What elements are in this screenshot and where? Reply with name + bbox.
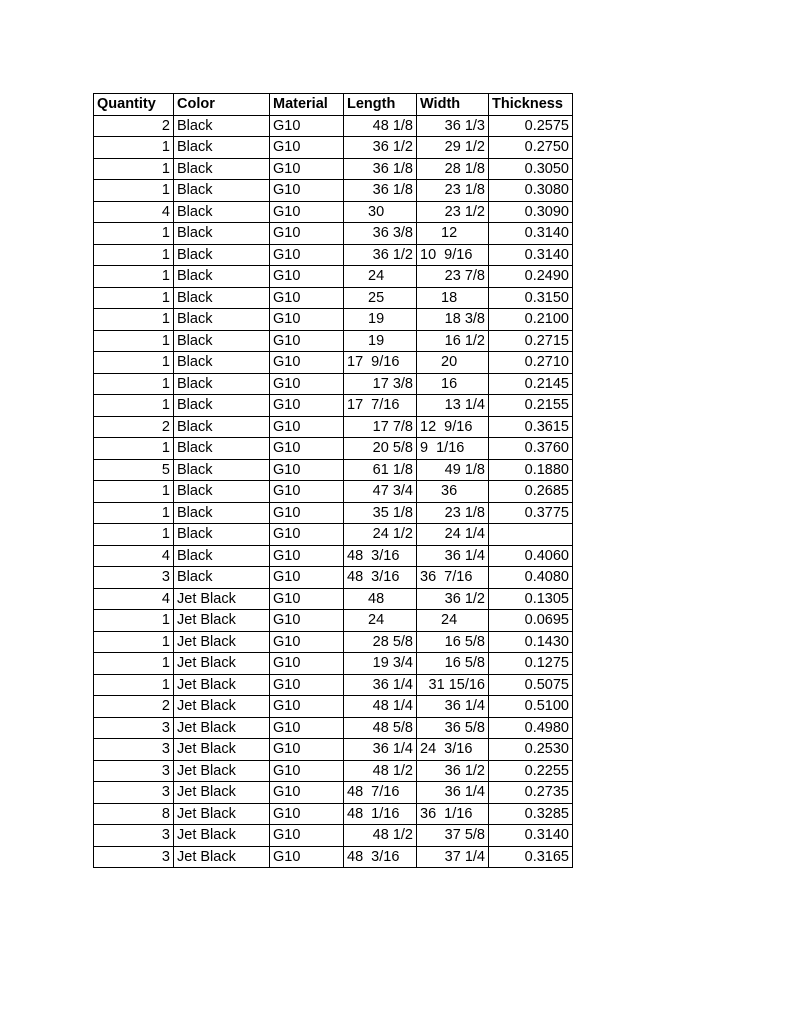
cell-material[interactable]: G10 — [270, 223, 344, 245]
cell-length[interactable]: 35 1/8 — [344, 502, 417, 524]
cell-quantity[interactable]: 1 — [94, 481, 174, 503]
cell-length[interactable]: 48 1/8 — [344, 115, 417, 137]
cell-quantity[interactable]: 1 — [94, 352, 174, 374]
cell-length[interactable]: 48 1/4 — [344, 696, 417, 718]
cell-quantity[interactable]: 1 — [94, 438, 174, 460]
cell-quantity[interactable]: 1 — [94, 502, 174, 524]
table-row — [94, 760, 573, 782]
cell-width[interactable]: 36 — [417, 481, 489, 503]
cell-color[interactable]: Black — [174, 158, 270, 180]
cell-width[interactable]: 24 3/16 — [417, 739, 489, 761]
cell-width[interactable]: 31 15/16 — [417, 674, 489, 696]
table-row — [94, 115, 573, 137]
cell-length[interactable]: 48 1/16 — [344, 803, 417, 825]
cell-width[interactable]: 36 1/4 — [417, 782, 489, 804]
cell-length[interactable]: 28 5/8 — [344, 631, 417, 653]
table-body — [94, 115, 573, 868]
cell-thickness[interactable]: 0.2710 — [489, 352, 573, 374]
cell-color[interactable]: Black — [174, 223, 270, 245]
cell-quantity[interactable]: 3 — [94, 760, 174, 782]
cell-material[interactable]: G10 — [270, 502, 344, 524]
cell-width[interactable]: 16 — [417, 373, 489, 395]
cell-thickness[interactable]: 0.3090 — [489, 201, 573, 223]
cell-material[interactable]: G10 — [270, 610, 344, 632]
cell-color[interactable]: Jet Black — [174, 782, 270, 804]
cell-width[interactable]: 20 — [417, 352, 489, 374]
cell-length[interactable]: 24 — [344, 266, 417, 288]
cell-width[interactable]: 13 1/4 — [417, 395, 489, 417]
cell-thickness[interactable]: 0.1430 — [489, 631, 573, 653]
cell-quantity[interactable]: 1 — [94, 524, 174, 546]
cell-thickness[interactable]: 0.3140 — [489, 825, 573, 847]
cell-length[interactable]: 36 1/2 — [344, 137, 417, 159]
cell-length[interactable]: 17 3/8 — [344, 373, 417, 395]
cell-width[interactable]: 36 1/2 — [417, 588, 489, 610]
cell-quantity[interactable]: 1 — [94, 395, 174, 417]
cell-material[interactable]: G10 — [270, 438, 344, 460]
cell-color[interactable]: Black — [174, 481, 270, 503]
cell-thickness[interactable]: 0.2685 — [489, 481, 573, 503]
table-row — [94, 459, 573, 481]
cell-material[interactable]: G10 — [270, 481, 344, 503]
cell-material[interactable]: G10 — [270, 416, 344, 438]
table-row — [94, 545, 573, 567]
cell-thickness[interactable]: 0.4060 — [489, 545, 573, 567]
cell-color[interactable]: Black — [174, 524, 270, 546]
cell-width[interactable]: 29 1/2 — [417, 137, 489, 159]
cell-color[interactable]: Jet Black — [174, 846, 270, 868]
cell-thickness[interactable]: 0.3140 — [489, 244, 573, 266]
cell-color[interactable]: Black — [174, 416, 270, 438]
cell-color[interactable]: Black — [174, 352, 270, 374]
table-row — [94, 481, 573, 503]
table-row — [94, 416, 573, 438]
cell-thickness[interactable]: 0.3165 — [489, 846, 573, 868]
header-row — [94, 94, 573, 116]
cell-width[interactable]: 36 1/2 — [417, 760, 489, 782]
cell-quantity[interactable]: 1 — [94, 244, 174, 266]
cell-length[interactable]: 48 3/16 — [344, 545, 417, 567]
cell-thickness[interactable]: 0.4980 — [489, 717, 573, 739]
cell-material[interactable]: G10 — [270, 545, 344, 567]
cell-material[interactable]: G10 — [270, 158, 344, 180]
cell-material[interactable]: G10 — [270, 201, 344, 223]
cell-width[interactable]: 37 1/4 — [417, 846, 489, 868]
cell-length[interactable]: 17 7/16 — [344, 395, 417, 417]
cell-length[interactable]: 47 3/4 — [344, 481, 417, 503]
cell-color[interactable]: Jet Black — [174, 631, 270, 653]
cell-length[interactable]: 30 — [344, 201, 417, 223]
cell-color[interactable]: Black — [174, 201, 270, 223]
cell-width[interactable]: 49 1/8 — [417, 459, 489, 481]
cell-quantity[interactable]: 3 — [94, 739, 174, 761]
cell-width[interactable]: 12 — [417, 223, 489, 245]
cell-quantity[interactable]: 1 — [94, 266, 174, 288]
cell-quantity[interactable]: 3 — [94, 782, 174, 804]
table-row — [94, 653, 573, 675]
cell-quantity[interactable]: 3 — [94, 846, 174, 868]
cell-width[interactable]: 23 1/2 — [417, 201, 489, 223]
cell-quantity[interactable]: 3 — [94, 717, 174, 739]
cell-color[interactable]: Black — [174, 459, 270, 481]
table-row — [94, 223, 573, 245]
cell-thickness[interactable]: 0.1880 — [489, 459, 573, 481]
table-row — [94, 309, 573, 331]
cell-thickness[interactable]: 0.3140 — [489, 223, 573, 245]
table-row — [94, 137, 573, 159]
table-row — [94, 352, 573, 374]
cell-width[interactable]: 36 7/16 — [417, 567, 489, 589]
cell-length[interactable]: 48 — [344, 588, 417, 610]
cell-material[interactable]: G10 — [270, 266, 344, 288]
cell-material[interactable]: G10 — [270, 717, 344, 739]
cell-quantity[interactable]: 1 — [94, 330, 174, 352]
table-row — [94, 803, 573, 825]
cell-width[interactable]: 10 9/16 — [417, 244, 489, 266]
cell-width[interactable]: 16 1/2 — [417, 330, 489, 352]
cell-color[interactable]: Black — [174, 287, 270, 309]
cell-material[interactable]: G10 — [270, 137, 344, 159]
cell-color[interactable]: Black — [174, 309, 270, 331]
cell-quantity[interactable]: 3 — [94, 567, 174, 589]
cell-color[interactable]: Black — [174, 438, 270, 460]
table-row — [94, 588, 573, 610]
cell-color[interactable]: Black — [174, 244, 270, 266]
cell-thickness[interactable] — [489, 524, 573, 546]
cell-material[interactable]: G10 — [270, 825, 344, 847]
cell-quantity[interactable]: 4 — [94, 545, 174, 567]
cell-quantity[interactable]: 3 — [94, 825, 174, 847]
table-row — [94, 674, 573, 696]
cell-thickness[interactable]: 0.2575 — [489, 115, 573, 137]
cell-material[interactable]: G10 — [270, 739, 344, 761]
materials-table — [93, 93, 573, 868]
cell-thickness[interactable]: 0.3775 — [489, 502, 573, 524]
cell-quantity[interactable]: 1 — [94, 287, 174, 309]
table-row — [94, 739, 573, 761]
cell-material[interactable]: G10 — [270, 782, 344, 804]
cell-material[interactable]: G10 — [270, 653, 344, 675]
cell-thickness[interactable]: 0.2255 — [489, 760, 573, 782]
table-row — [94, 266, 573, 288]
cell-quantity[interactable]: 1 — [94, 674, 174, 696]
cell-color[interactable]: Jet Black — [174, 674, 270, 696]
cell-quantity[interactable]: 1 — [94, 158, 174, 180]
cell-quantity[interactable]: 4 — [94, 201, 174, 223]
cell-length[interactable]: 48 3/16 — [344, 846, 417, 868]
cell-quantity[interactable]: 1 — [94, 373, 174, 395]
table-row — [94, 287, 573, 309]
cell-width[interactable]: 16 5/8 — [417, 653, 489, 675]
cell-length[interactable]: 20 5/8 — [344, 438, 417, 460]
table-header — [94, 94, 573, 116]
cell-width[interactable]: 23 1/8 — [417, 180, 489, 202]
table-row — [94, 610, 573, 632]
cell-material[interactable]: G10 — [270, 846, 344, 868]
cell-thickness[interactable]: 0.1305 — [489, 588, 573, 610]
cell-width[interactable]: 23 1/8 — [417, 502, 489, 524]
cell-width[interactable]: 16 5/8 — [417, 631, 489, 653]
cell-length[interactable]: 24 1/2 — [344, 524, 417, 546]
cell-length[interactable]: 36 1/2 — [344, 244, 417, 266]
cell-thickness[interactable]: 0.2735 — [489, 782, 573, 804]
cell-thickness[interactable]: 0.2490 — [489, 266, 573, 288]
cell-color[interactable]: Black — [174, 115, 270, 137]
cell-thickness[interactable]: 0.2145 — [489, 373, 573, 395]
cell-length[interactable]: 19 — [344, 330, 417, 352]
cell-quantity[interactable]: 2 — [94, 115, 174, 137]
cell-thickness[interactable]: 0.5100 — [489, 696, 573, 718]
header-length[interactable]: Length — [344, 94, 417, 116]
table-row — [94, 373, 573, 395]
cell-material[interactable]: G10 — [270, 524, 344, 546]
header-color[interactable]: Color — [174, 94, 270, 116]
cell-width[interactable]: 18 — [417, 287, 489, 309]
cell-length[interactable]: 17 7/8 — [344, 416, 417, 438]
cell-material[interactable]: G10 — [270, 309, 344, 331]
cell-quantity[interactable]: 1 — [94, 653, 174, 675]
cell-thickness[interactable]: 0.3150 — [489, 287, 573, 309]
cell-color[interactable]: Black — [174, 545, 270, 567]
cell-quantity[interactable]: 1 — [94, 180, 174, 202]
cell-material[interactable]: G10 — [270, 803, 344, 825]
cell-color[interactable]: Jet Black — [174, 610, 270, 632]
cell-color[interactable]: Black — [174, 180, 270, 202]
cell-width[interactable]: 24 1/4 — [417, 524, 489, 546]
cell-material[interactable]: G10 — [270, 180, 344, 202]
table-row — [94, 782, 573, 804]
header-width[interactable]: Width — [417, 94, 489, 116]
table-row — [94, 717, 573, 739]
table-row — [94, 631, 573, 653]
cell-thickness[interactable]: 0.3285 — [489, 803, 573, 825]
cell-color[interactable]: Black — [174, 567, 270, 589]
cell-length[interactable]: 24 — [344, 610, 417, 632]
cell-color[interactable]: Black — [174, 137, 270, 159]
cell-material[interactable]: G10 — [270, 760, 344, 782]
cell-width[interactable]: 37 5/8 — [417, 825, 489, 847]
cell-thickness[interactable]: 0.2715 — [489, 330, 573, 352]
cell-color[interactable]: Jet Black — [174, 739, 270, 761]
table-row — [94, 158, 573, 180]
table-row — [94, 330, 573, 352]
cell-length[interactable]: 36 1/8 — [344, 158, 417, 180]
cell-thickness[interactable]: 0.2100 — [489, 309, 573, 331]
cell-color[interactable]: Jet Black — [174, 760, 270, 782]
cell-material[interactable]: G10 — [270, 631, 344, 653]
cell-thickness[interactable]: 0.2530 — [489, 739, 573, 761]
table-row — [94, 502, 573, 524]
cell-color[interactable]: Black — [174, 502, 270, 524]
cell-length[interactable]: 19 3/4 — [344, 653, 417, 675]
cell-length[interactable]: 48 7/16 — [344, 782, 417, 804]
cell-thickness[interactable]: 0.0695 — [489, 610, 573, 632]
cell-width[interactable]: 12 9/16 — [417, 416, 489, 438]
table-row — [94, 567, 573, 589]
cell-quantity[interactable]: 2 — [94, 696, 174, 718]
cell-color[interactable]: Jet Black — [174, 653, 270, 675]
cell-thickness[interactable]: 0.3760 — [489, 438, 573, 460]
cell-material[interactable]: G10 — [270, 696, 344, 718]
cell-material[interactable]: G10 — [270, 244, 344, 266]
cell-material[interactable]: G10 — [270, 395, 344, 417]
cell-material[interactable]: G10 — [270, 352, 344, 374]
cell-color[interactable]: Black — [174, 395, 270, 417]
table-row — [94, 524, 573, 546]
cell-quantity[interactable]: 1 — [94, 631, 174, 653]
table-row — [94, 825, 573, 847]
cell-length[interactable]: 19 — [344, 309, 417, 331]
cell-thickness[interactable]: 0.3080 — [489, 180, 573, 202]
cell-length[interactable]: 36 3/8 — [344, 223, 417, 245]
cell-thickness[interactable]: 0.2155 — [489, 395, 573, 417]
cell-color[interactable]: Black — [174, 330, 270, 352]
cell-width[interactable]: 28 1/8 — [417, 158, 489, 180]
cell-quantity[interactable]: 4 — [94, 588, 174, 610]
cell-length[interactable]: 48 1/2 — [344, 825, 417, 847]
table-row — [94, 180, 573, 202]
cell-width[interactable]: 24 — [417, 610, 489, 632]
cell-material[interactable]: G10 — [270, 567, 344, 589]
header-thickness[interactable]: Thickness — [489, 94, 573, 116]
cell-length[interactable]: 36 1/8 — [344, 180, 417, 202]
cell-length[interactable]: 25 — [344, 287, 417, 309]
cell-material[interactable]: G10 — [270, 287, 344, 309]
cell-material[interactable]: G10 — [270, 330, 344, 352]
cell-width[interactable]: 36 1/16 — [417, 803, 489, 825]
cell-color[interactable]: Jet Black — [174, 717, 270, 739]
cell-color[interactable]: Jet Black — [174, 825, 270, 847]
cell-length[interactable]: 17 9/16 — [344, 352, 417, 374]
cell-width[interactable]: 36 5/8 — [417, 717, 489, 739]
cell-color[interactable]: Black — [174, 266, 270, 288]
cell-color[interactable]: Black — [174, 373, 270, 395]
table-row — [94, 438, 573, 460]
cell-length[interactable]: 36 1/4 — [344, 739, 417, 761]
cell-thickness[interactable]: 0.3615 — [489, 416, 573, 438]
cell-color[interactable]: Jet Black — [174, 803, 270, 825]
cell-thickness[interactable]: 0.1275 — [489, 653, 573, 675]
cell-width[interactable]: 36 1/4 — [417, 696, 489, 718]
cell-width[interactable]: 18 3/8 — [417, 309, 489, 331]
header-material[interactable]: Material — [270, 94, 344, 116]
cell-thickness[interactable]: 0.2750 — [489, 137, 573, 159]
table-row — [94, 395, 573, 417]
cell-length[interactable]: 36 1/4 — [344, 674, 417, 696]
table-row — [94, 244, 573, 266]
table-row — [94, 846, 573, 868]
cell-width[interactable]: 9 1/16 — [417, 438, 489, 460]
cell-material[interactable]: G10 — [270, 588, 344, 610]
cell-quantity[interactable]: 1 — [94, 137, 174, 159]
cell-length[interactable]: 48 3/16 — [344, 567, 417, 589]
cell-length[interactable]: 48 1/2 — [344, 760, 417, 782]
cell-length[interactable]: 61 1/8 — [344, 459, 417, 481]
cell-quantity[interactable]: 8 — [94, 803, 174, 825]
cell-width[interactable]: 36 1/3 — [417, 115, 489, 137]
cell-width[interactable]: 23 7/8 — [417, 266, 489, 288]
cell-color[interactable]: Jet Black — [174, 696, 270, 718]
cell-material[interactable]: G10 — [270, 674, 344, 696]
cell-quantity[interactable]: 5 — [94, 459, 174, 481]
cell-quantity[interactable]: 1 — [94, 610, 174, 632]
cell-material[interactable]: G10 — [270, 115, 344, 137]
header-quantity[interactable]: Quantity — [94, 94, 174, 116]
cell-quantity[interactable]: 2 — [94, 416, 174, 438]
cell-length[interactable]: 48 5/8 — [344, 717, 417, 739]
cell-thickness[interactable]: 0.3050 — [489, 158, 573, 180]
cell-thickness[interactable]: 0.5075 — [489, 674, 573, 696]
cell-width[interactable]: 36 1/4 — [417, 545, 489, 567]
cell-material[interactable]: G10 — [270, 373, 344, 395]
cell-color[interactable]: Jet Black — [174, 588, 270, 610]
cell-material[interactable]: G10 — [270, 459, 344, 481]
cell-quantity[interactable]: 1 — [94, 223, 174, 245]
table-row — [94, 201, 573, 223]
table-row — [94, 696, 573, 718]
cell-quantity[interactable]: 1 — [94, 309, 174, 331]
cell-thickness[interactable]: 0.4080 — [489, 567, 573, 589]
